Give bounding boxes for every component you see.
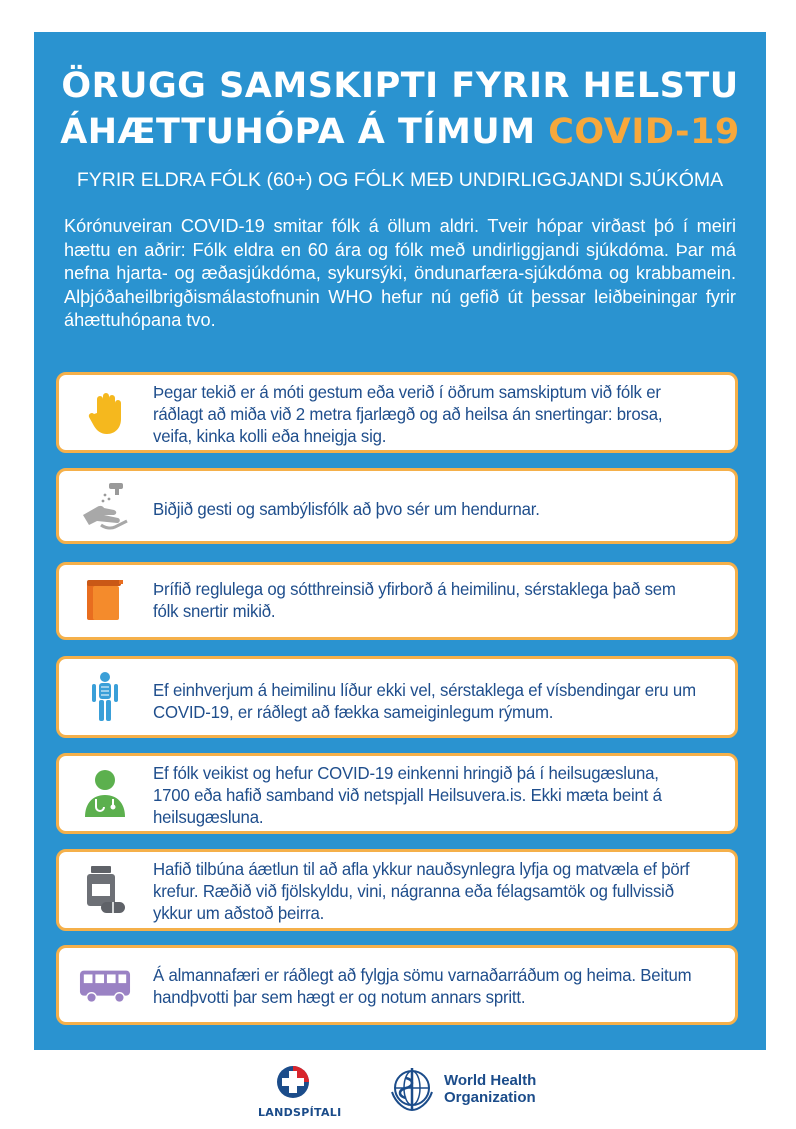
medicine-icon: [79, 864, 131, 916]
bus-icon: [79, 960, 131, 1012]
title-line-1: ÖRUGG SAMSKIPTI FYRIR HELSTU: [61, 66, 739, 106]
tip-card-2: [56, 468, 738, 544]
tip-card-1: [56, 372, 738, 453]
cleaning-cloth-icon: [79, 575, 131, 627]
landspitali-name: LANDSPÍTALI: [258, 1106, 342, 1119]
tip-card-3: [56, 562, 738, 640]
subtitle: FYRIR ELDRA FÓLK (60+) OG FÓLK MEÐ UNDIRLIGGJANDI SJÚKÓMA: [76, 169, 724, 191]
tip-text-2: Biðjið gesti og sambýlisfólk að þvo sér um hendurnar.: [153, 499, 540, 519]
footer-logos: [0, 1060, 796, 1120]
landspitali-logo: [258, 1064, 342, 1119]
who-logo: [386, 1064, 546, 1116]
handwash-icon: [79, 481, 131, 533]
tip-card-4: [56, 656, 738, 738]
title-line-2: [34, 112, 766, 152]
who-line-2: Organization: [444, 1089, 536, 1106]
who-emblem-icon: [386, 1064, 438, 1116]
body-icon: [79, 671, 131, 723]
tip-text-1: Þegar tekið er á móti gestum eða verið í öðrum samskiptum við fólk er ráðlagt að miða við 2 metra fjarlægð og að heilsa án snertingar: brosa, veifa, kinka kolli eða hneigja sig.: [153, 382, 663, 446]
title-line-2-text: ÁHÆTTUHÓPA Á TÍMUM: [60, 112, 536, 152]
tip-card-5: [56, 753, 738, 834]
tip-text-7: Á almannafæri er ráðlegt að fylgja sömu varnaðarráðum og heima. Beitum handþvotti þar sem hægt er og notum annars spritt.: [153, 965, 692, 1007]
doctor-icon: [79, 768, 131, 820]
tip-text-3: Þrífið reglulega og sótthreinsið yfirborð á heimilinu, sérstaklega það sem fólk snertir mikið.: [153, 579, 676, 621]
title-accent: COVID-19: [548, 112, 740, 152]
who-line-1: World Health: [444, 1072, 537, 1089]
tip-card-6: [56, 849, 738, 931]
poster: [34, 32, 766, 1050]
intro-paragraph: Kórónuveiran COVID-19 smitar fólk á öllum aldri. Tveir hópar virðast þó í meiri hættu en aðrir: Fólk eldra en 60 ára og fólk með undirliggjandi sjúkdóma. Þar má nefna hjarta- og æðasjúkdóma, sykursýki, öndunarfæra-sjúkdóma og krabbamein. Alþjóðaheilbrigðismálastofnunin WHO hefur nú gefið út þessar leiðbeiningar fyrir áhættuhópana tvo.: [64, 216, 736, 330]
who-name: [444, 1072, 536, 1106]
tip-text-6: Hafið tilbúna áætlun til að afla ykkur nauðsynlegra lyfja og matvæla ef þörf krefur. Ræðið við fjölskyldu, vini, nágranna eða félagsamtök og fullvissið ykkur um aðstoð þeirra.: [153, 859, 690, 923]
landspitali-emblem-icon: [275, 1064, 311, 1100]
tip-card-7: [56, 945, 738, 1025]
tip-text-4: Ef einhverjum á heimilinu líður ekki vel, sérstaklega ef vísbendingar eru um COVID-19, er ráðlegt að fækka sameiginlegum rýmum.: [153, 680, 696, 722]
hand-icon: [79, 387, 131, 439]
tip-text-5: Ef fólk veikist og hefur COVID-19 einkenni hringið þá í heilsugæsluna, 1700 eða hafið samband við netspjall Heilsuvera.is. Ekki mæta beint á heilsugæsluna.: [153, 763, 662, 827]
